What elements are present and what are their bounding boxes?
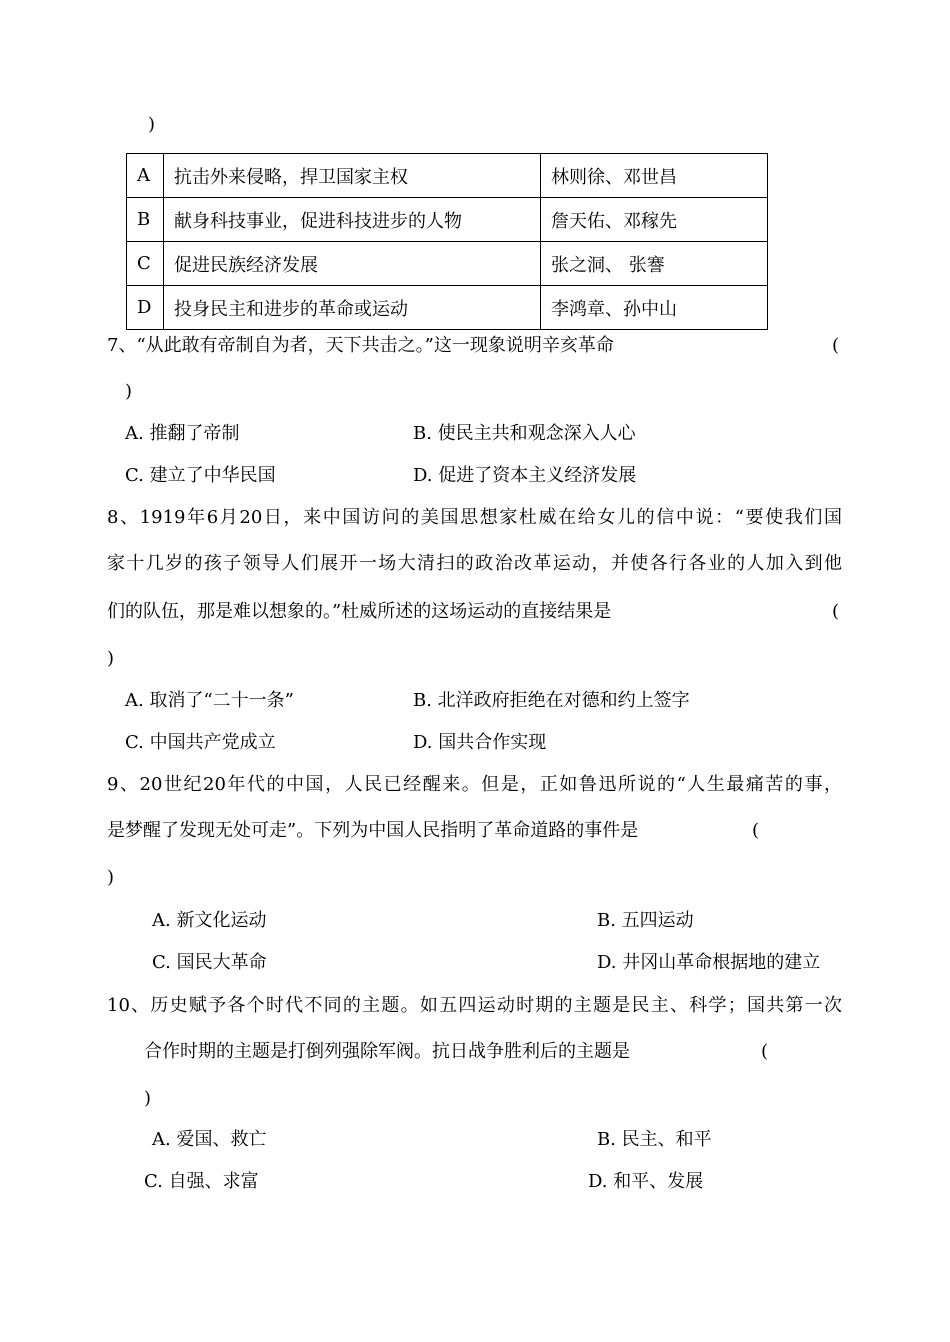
q10-open-paren: ( — [761, 1041, 769, 1062]
q8-stem-line1: 8、1919年6月20日，来中国访问的美国思想家杜威在给女儿的信中说：“要使我们国 — [107, 507, 842, 528]
option-theme: 投身民主和进步的革命或运动 — [164, 286, 541, 330]
q10-stem-line2: 合作时期的主题是打倒列强除军阀。抗日战争胜利后的主题是 — [144, 1041, 630, 1062]
q9-close-paren: ) — [107, 867, 115, 888]
q10-option-b[interactable]: B. 民主、和平 — [597, 1129, 712, 1150]
option-letter: B — [127, 198, 164, 242]
q10-option-d[interactable]: D. 和平、发展 — [588, 1171, 704, 1192]
q8-stem-line2: 家十几岁的孩子领导人们展开一场大清扫的政治改革运动，并使各行各业的人加入到他 — [107, 553, 842, 574]
option-theme: 促进民族经济发展 — [164, 242, 541, 286]
table-row[interactable] — [127, 286, 768, 330]
option-letter: C — [127, 242, 164, 286]
q7-option-b[interactable]: B. 使民主共和观念深入人心 — [413, 423, 636, 444]
q9-open-paren: ( — [752, 820, 760, 841]
q9-stem-line1: 9、20世纪20年代的中国，人民已经醒来。但是，正如鲁迅所说的“人生最痛苦的事， — [107, 774, 842, 795]
q8-option-b[interactable]: B. 北洋政府拒绝在对德和约上签字 — [413, 690, 690, 711]
option-people: 林则徐、邓世昌 — [541, 154, 768, 198]
q9-option-d[interactable]: D. 井冈山革命根据地的建立 — [597, 952, 821, 973]
q10-option-c[interactable]: C. 自强、求富 — [144, 1171, 259, 1192]
q8-stem-line3: 们的队伍，那是难以想象的。”杜威所述的这场运动的直接结果是 — [107, 601, 612, 622]
option-theme: 献身科技事业，促进科技进步的人物 — [164, 198, 541, 242]
q10-stem-line1: 10、历史赋予各个时代不同的主题。如五四运动时期的主题是民主、科学；国共第一次 — [107, 995, 842, 1016]
table-row[interactable] — [127, 198, 768, 242]
q6-options-table — [126, 153, 768, 330]
q6-close-paren: ) — [148, 114, 156, 135]
q7-option-c[interactable]: C. 建立了中华民国 — [125, 465, 276, 486]
q9-option-b[interactable]: B. 五四运动 — [597, 910, 694, 931]
q10-option-a[interactable]: A. 爱国、救亡 — [152, 1129, 267, 1150]
q7-option-d[interactable]: D. 促进了资本主义经济发展 — [413, 465, 637, 486]
q9-option-c[interactable]: C. 国民大革命 — [152, 952, 267, 973]
q7-stem: 7、“从此敢有帝制自为者，天下共击之。”这一现象说明辛亥革命 — [107, 335, 614, 356]
option-theme: 抗击外来侵略，捍卫国家主权 — [164, 154, 541, 198]
option-people: 李鸿章、孙中山 — [541, 286, 768, 330]
q8-open-paren: ( — [832, 601, 840, 622]
q7-close-paren: ) — [125, 381, 133, 402]
q8-option-c[interactable]: C. 中国共产党成立 — [125, 732, 276, 753]
q8-option-d[interactable]: D. 国共合作实现 — [413, 732, 547, 753]
option-letter: D — [127, 286, 164, 330]
table-row[interactable] — [127, 154, 768, 198]
q9-option-a[interactable]: A. 新文化运动 — [152, 910, 267, 931]
q8-option-a[interactable]: A. 取消了“二十一条” — [125, 690, 294, 711]
table-row[interactable] — [127, 242, 768, 286]
option-people: 张之洞、 张謇 — [541, 242, 768, 286]
q10-close-paren: ) — [144, 1088, 152, 1109]
q9-stem-line2: 是梦醒了发现无处可走”。下列为中国人民指明了革命道路的事件是 — [107, 820, 639, 841]
q7-option-a[interactable]: A. 推翻了帝制 — [125, 423, 240, 444]
q8-close-paren: ) — [107, 648, 115, 669]
option-letter: A — [127, 154, 164, 198]
q7-open-paren: ( — [832, 335, 840, 356]
option-people: 詹天佑、邓稼先 — [541, 198, 768, 242]
